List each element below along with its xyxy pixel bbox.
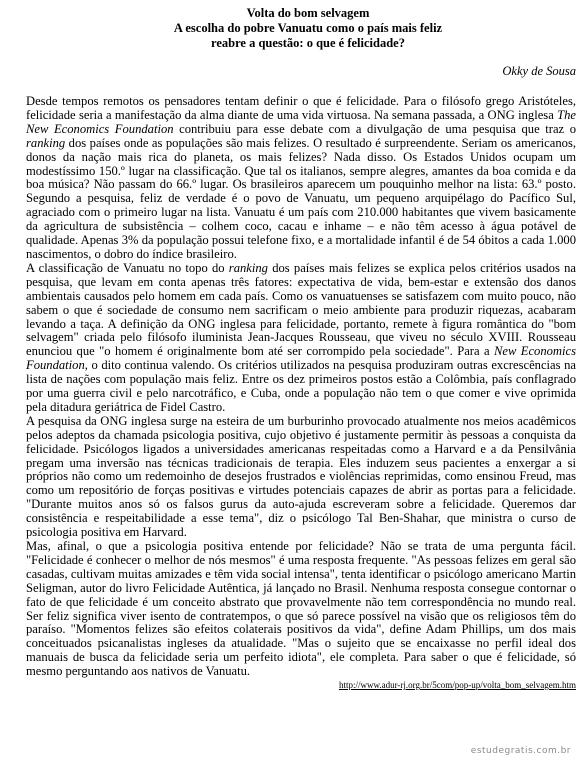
organization-name: New Economics Foundation xyxy=(26,344,577,373)
title-line-2: A escolha do pobre Vanuatu como o país mais feliz xyxy=(173,21,443,35)
article-title xyxy=(40,6,576,51)
site-watermark: estudegratis.com.br xyxy=(470,746,571,756)
title-line-1: Volta do bom selvagem xyxy=(246,6,370,20)
paragraph-2: A classificação de Vanuatu no topo do ranking dos países mais felizes se explica pelos critérios usados na pesquisa, que levam em conta apenas três fatores: expectativa de vida, bem-estar e extensão dos danos ambientais causados pelo homem em cada país. Como os vanuatuenses se satisfazem com muito pouco, não sabem o que é sociedade de consumo nem sacrificam o meio ambiente para produzir riquezas, acabaram levando a taça. A definição da ONG inglesa para felicidade, portanto, remete à figura romântica do "bom selvagem" criada pelo filósofo iluminista Jean-Jacques Rousseau, que viveu no século XVIII. Rousseau enunciou que "o homem é originalmente bom até ser corrompido pela sociedade". Para a New Economics Foundation, o dito continua valendo. Os critérios utilizados na pesquisa produziram outras excrescências na lista de nações com população mais feliz. Entre os dez primeiros postos estão a Colômbia, país conflagrado por uma guerra civil e pelo narcotráfico, e Cuba, onde a população não tem o que comer e vive oprimida pela ditadura geriátrica de Fidel Castro. xyxy=(26,260,577,414)
paragraph-1: Desde tempos remotos os pensadores tentam definir o que é felicidade. Para o filósofo grego Aristóteles, felicidade seria a manifestação da alma diante de uma vida virtuosa. Na semana passada, a ONG inglesa The New Economics Foundation contribuiu para esse debate com a divulgação de uma pesquisa que traz o ranking dos países onde as populações são mais felizes. O resultado é surpreendente. Seriam os americanos, donos da nação mais rica do planeta, os mais felizes? Nada disso. Os Estados Unidos ocupam um modestíssimo 150.º lugar na classificação. Que tal os italianos, sempre alegres, amantes da boa comida e da boa música? Não passam do 66.º lugar. Os brasileiros aparecem um pouquinho melhor na lista: 63.º posto. Segundo a pesquisa, feliz de verdade é o povo de Vanuatu, um pequeno arquipélago do Pacífico Sul, agraciado com o primeiro lugar na lista. Vanuatu é um país com 210.000 habitantes que vivem basicamente da agricultura de subsistência – colhem coco, cacau e inhame – e não têm acesso à água potável de qualidade. Apenas 3% da população possui telefone fixo, e a mortalidade infantil é de 54 óbitos a cada 1.000 nascimentos, o dobro do índice brasileiro. xyxy=(26,94,576,261)
emphasis-term: ranking xyxy=(228,260,268,275)
emphasis-term: ranking xyxy=(26,135,66,150)
article xyxy=(26,6,576,690)
source-link-container xyxy=(26,680,576,690)
author-byline: Okky de Sousa xyxy=(502,64,576,78)
article-body xyxy=(26,95,576,679)
paragraph-3: A pesquisa da ONG inglesa surge na esteira de um burburinho provocado atualmente nos meios acadêmicos pelos adeptos da chamada psicologia positiva, cujo objetivo é justamente permitir às pessoas a conquista da felicidade. Psicólogos ligados a universidades americanas respeitadas como a Harvard e a da Pensilvânia pregam uma inversão nas técnicas tradicionais de terapia. Eles induzem seus pacientes a enxergar a si próprios não como um redemoinho de desejos frustrados e violências reprimidas, como ensinou Freud, mas como um repositório de forças positivas e virtudes potenciais capazes de abrir as portas para a felicidade. "Durante muitos anos só os falsos gurus da auto-ajuda escreveram sobre a felicidade. Queremos dar consistência e respeitabilidade a esse tema", diz o psicólogo Tal Ben-Shahar, que ministra o curso de psicologia positiva em Harvard. xyxy=(26,413,576,540)
paragraph-4: Mas, afinal, o que a psicologia positiva entende por felicidade? Não se trata de uma pergunta fácil. "Felicidade é conhecer o melhor de nós mesmos" é uma resposta frequente. "As pessoas felizes em geral são casadas, cultivam muitas amizades e têm vida social intensa", tenta identificar o psicólogo americano Martin Seligman, autor do livro Felicidade Autêntica, já lançado no Brasil. Nenhuma resposta consegue contornar o fato de que felicidade é um conceito abstrato que provavelmente não tem correspondência no mundo real. Ser feliz significa viver isento de contratempos, o que só parece possível na visão que os religiosos têm do paraíso. "Momentos felizes são efeitos colaterais positivos da vida", define Adam Phillips, um dos mais conceituados psicanalistas ingleses da atualidade. "Mas o sujeito que se encaixasse no perfil ideal dos manuais de busca da felicidade seria um perfeito idiota", ele completa. Para saber o que é felicidade, só mesmo perguntando aos nativos de Vanuatu. xyxy=(26,539,576,679)
organization-name: The New Economics Foundation xyxy=(26,107,576,136)
title-line-3: reabre a questão: o que é felicidade? xyxy=(211,36,405,50)
source-link[interactable]: http://www.adur-rj.org.br/5com/pop-up/volta_bom_selvagem.htm xyxy=(338,680,576,691)
